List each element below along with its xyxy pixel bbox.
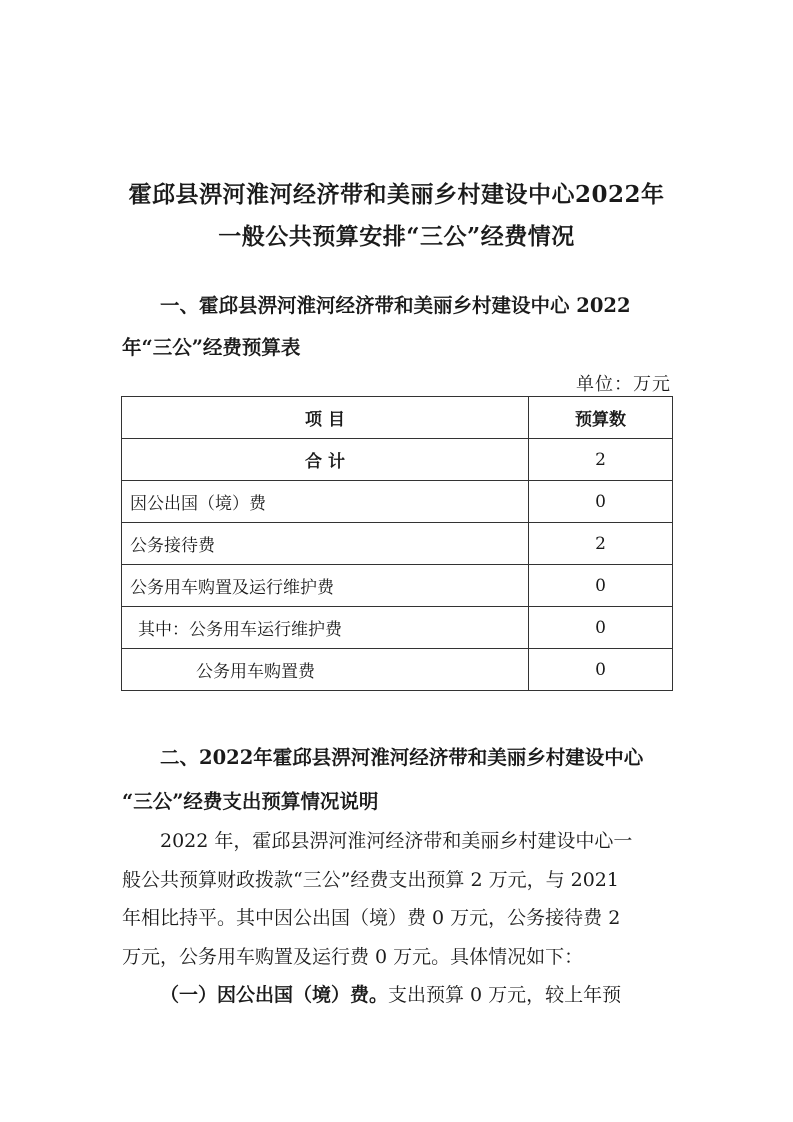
table-total-row: [122, 439, 673, 481]
document-title-line-1: 霍邱县淠河淮河经济带和美丽乡村建设中心2022年: [128, 181, 665, 208]
table-row: [122, 523, 673, 565]
row-value: 0: [529, 565, 673, 607]
total-value: 2: [529, 439, 673, 481]
paragraph-line: 般公共预算财政拨款“三公”经费支出预算 2 万元，与 2021: [122, 869, 619, 891]
subsection-1-text: 支出预算 0 万元，较上年预: [388, 984, 622, 1006]
section-2-heading-line-1: 二、2022年霍邱县淠河淮河经济带和美丽乡村建设中心: [160, 746, 644, 769]
budget-table: [121, 396, 673, 691]
row-value: 0: [529, 649, 673, 691]
row-value: 2: [529, 523, 673, 565]
paragraph-line: 年相比持平。其中因公出国（境）费 0 万元，公务接待费 2: [122, 907, 621, 929]
row-label: 公务用车购置费: [122, 649, 529, 691]
row-value: 0: [529, 607, 673, 649]
table-row: [122, 607, 673, 649]
section-1-heading-line-1: 一、霍邱县淠河淮河经济带和美丽乡村建设中心 2022: [160, 294, 631, 317]
document-title-line-2: 一般公共预算安排“三公”经费情况: [218, 223, 575, 250]
subsection-1-line: [160, 976, 621, 1015]
table-row: [122, 565, 673, 607]
paragraph-line: 万元，公务用车购置及运行费 0 万元。具体情况如下：: [122, 946, 584, 968]
section-1-heading-line-2: 年“三公”经费预算表: [122, 336, 301, 359]
section-2-heading-line-2: “三公”经费支出预算情况说明: [122, 790, 379, 813]
table-header-row: [122, 397, 673, 439]
header-item: 项 目: [122, 397, 529, 439]
unit-label: 单位：万元: [576, 374, 671, 395]
row-label: 其中：公务用车运行维护费: [122, 607, 529, 649]
row-label: 因公出国（境）费: [122, 481, 529, 523]
header-value: 预算数: [529, 397, 673, 439]
table-row: [122, 649, 673, 691]
table-row: [122, 481, 673, 523]
row-label: 公务用车购置及运行维护费: [122, 565, 529, 607]
total-label: 合 计: [122, 439, 529, 481]
row-label: 公务接待费: [122, 523, 529, 565]
subsection-1-heading: （一）因公出国（境）费。: [160, 984, 389, 1006]
paragraph-line: 2022 年，霍邱县淠河淮河经济带和美丽乡村建设中心一: [160, 830, 633, 852]
row-value: 0: [529, 481, 673, 523]
